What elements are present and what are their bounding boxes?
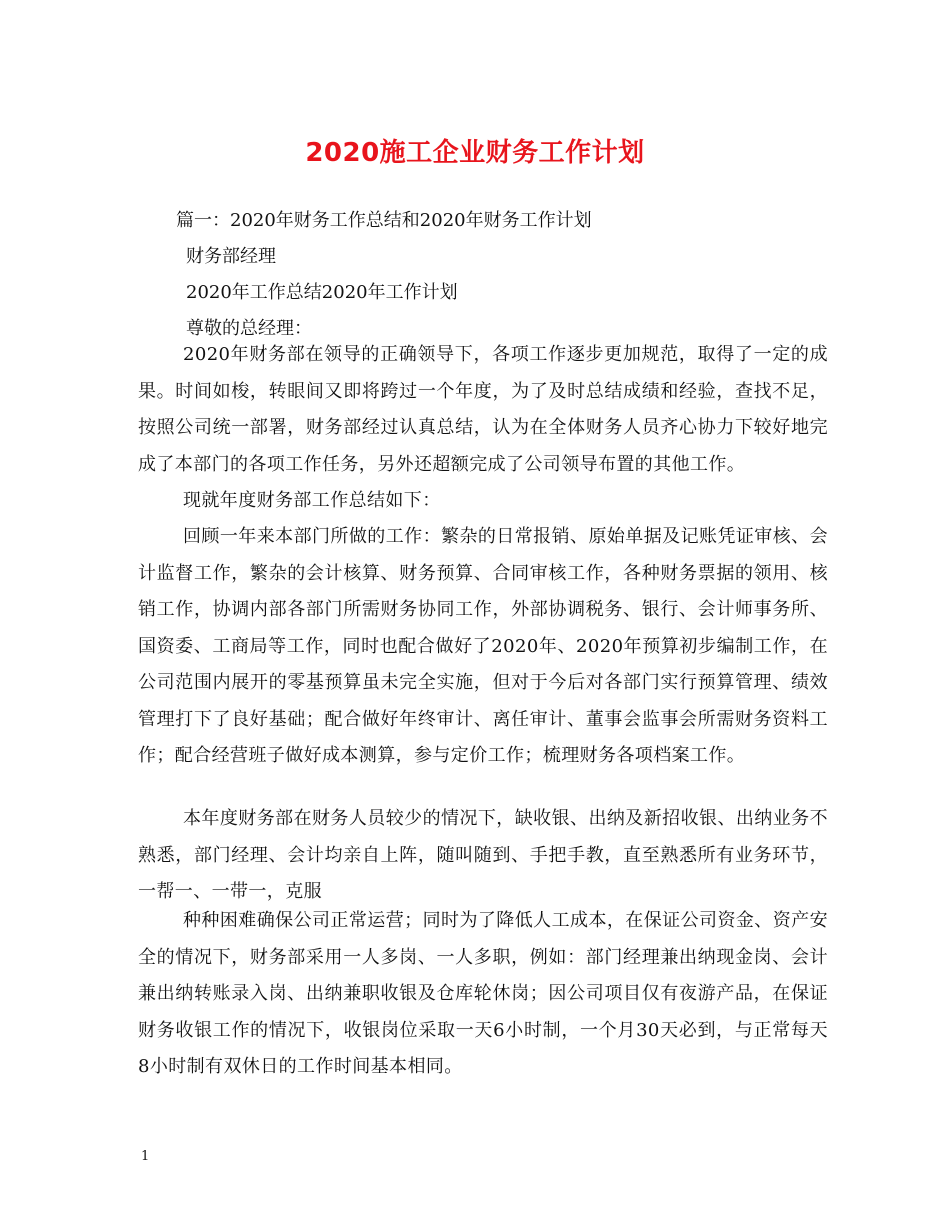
- report-title-line: 2020年工作总结2020年工作计划: [186, 282, 458, 303]
- salutation: 尊敬的总经理：: [186, 318, 312, 339]
- article-heading: 篇一：2020年财务工作总结和2020年财务工作计划: [176, 210, 592, 231]
- paragraph-summary-intro: 现就年度财务部工作总结如下：: [183, 490, 441, 511]
- paragraph-work-review: 回顾一年来本部门所做的工作：繁杂的日常报销、原始单据及记账凭证审核、会计监督工作，繁杂的会计核算、财务预算、合同审核工作，各种财务票据的领用、核销工作，协调内部各部门所需财务协同工作，外部协调税务、银行、会计师事务所、国资委、工商局等工作，同时也配合做好了2020年、2020年预算初步编制工作，在公司范围内展开的零基预算虽未完全实施，但对于今后对各部门实行预算管理、绩效管理打下了良好基础；配合做好年终审计、离任审计、董事会监事会所需财务资料工作；配合经营班子做好成本测算，参与定价工作；梳理财务各项档案工作。: [138, 526, 828, 766]
- paragraph-opening: 2020年财务部在领导的正确领导下，各项工作逐步更加规范，取得了一定的成果。时间如梭，转眼间又即将跨过一个年度，为了及时总结成绩和经验，查找不足，按照公司统一部署，财务部经过认真总结，认为在全体财务人员齐心协力下较好地完成了本部门的各项工作任务，另外还超额完成了公司领导布置的其他工作。: [138, 344, 828, 475]
- paragraph-operations: 种种困难确保公司正常运营；同时为了降低人工成本，在保证公司资金、资产安全的情况下，财务部采用一人多岗、一人多职，例如：部门经理兼出纳现金岗、会计兼出纳转账录入岗、出纳兼职收银及仓库轮休岗；因公司项目仅有夜游产品，在保证财务收银工作的情况下，收银岗位采取一天6小时制，一个月30天必到，与正常每天8小时制有双休日的工作时间基本相同。: [138, 910, 828, 1077]
- document-title: 2020施工企业财务工作计划: [305, 138, 645, 168]
- paragraph-staffing: 本年度财务部在财务人员较少的情况下，缺收银、出纳及新招收银、出纳业务不熟悉，部门经理、会计均亲自上阵，随叫随到、手把手教，直至熟悉所有业务环节，一帮一、一带一，克服: [138, 808, 828, 902]
- department-line: 财务部经理: [186, 246, 276, 267]
- page-number: 1: [141, 1149, 150, 1164]
